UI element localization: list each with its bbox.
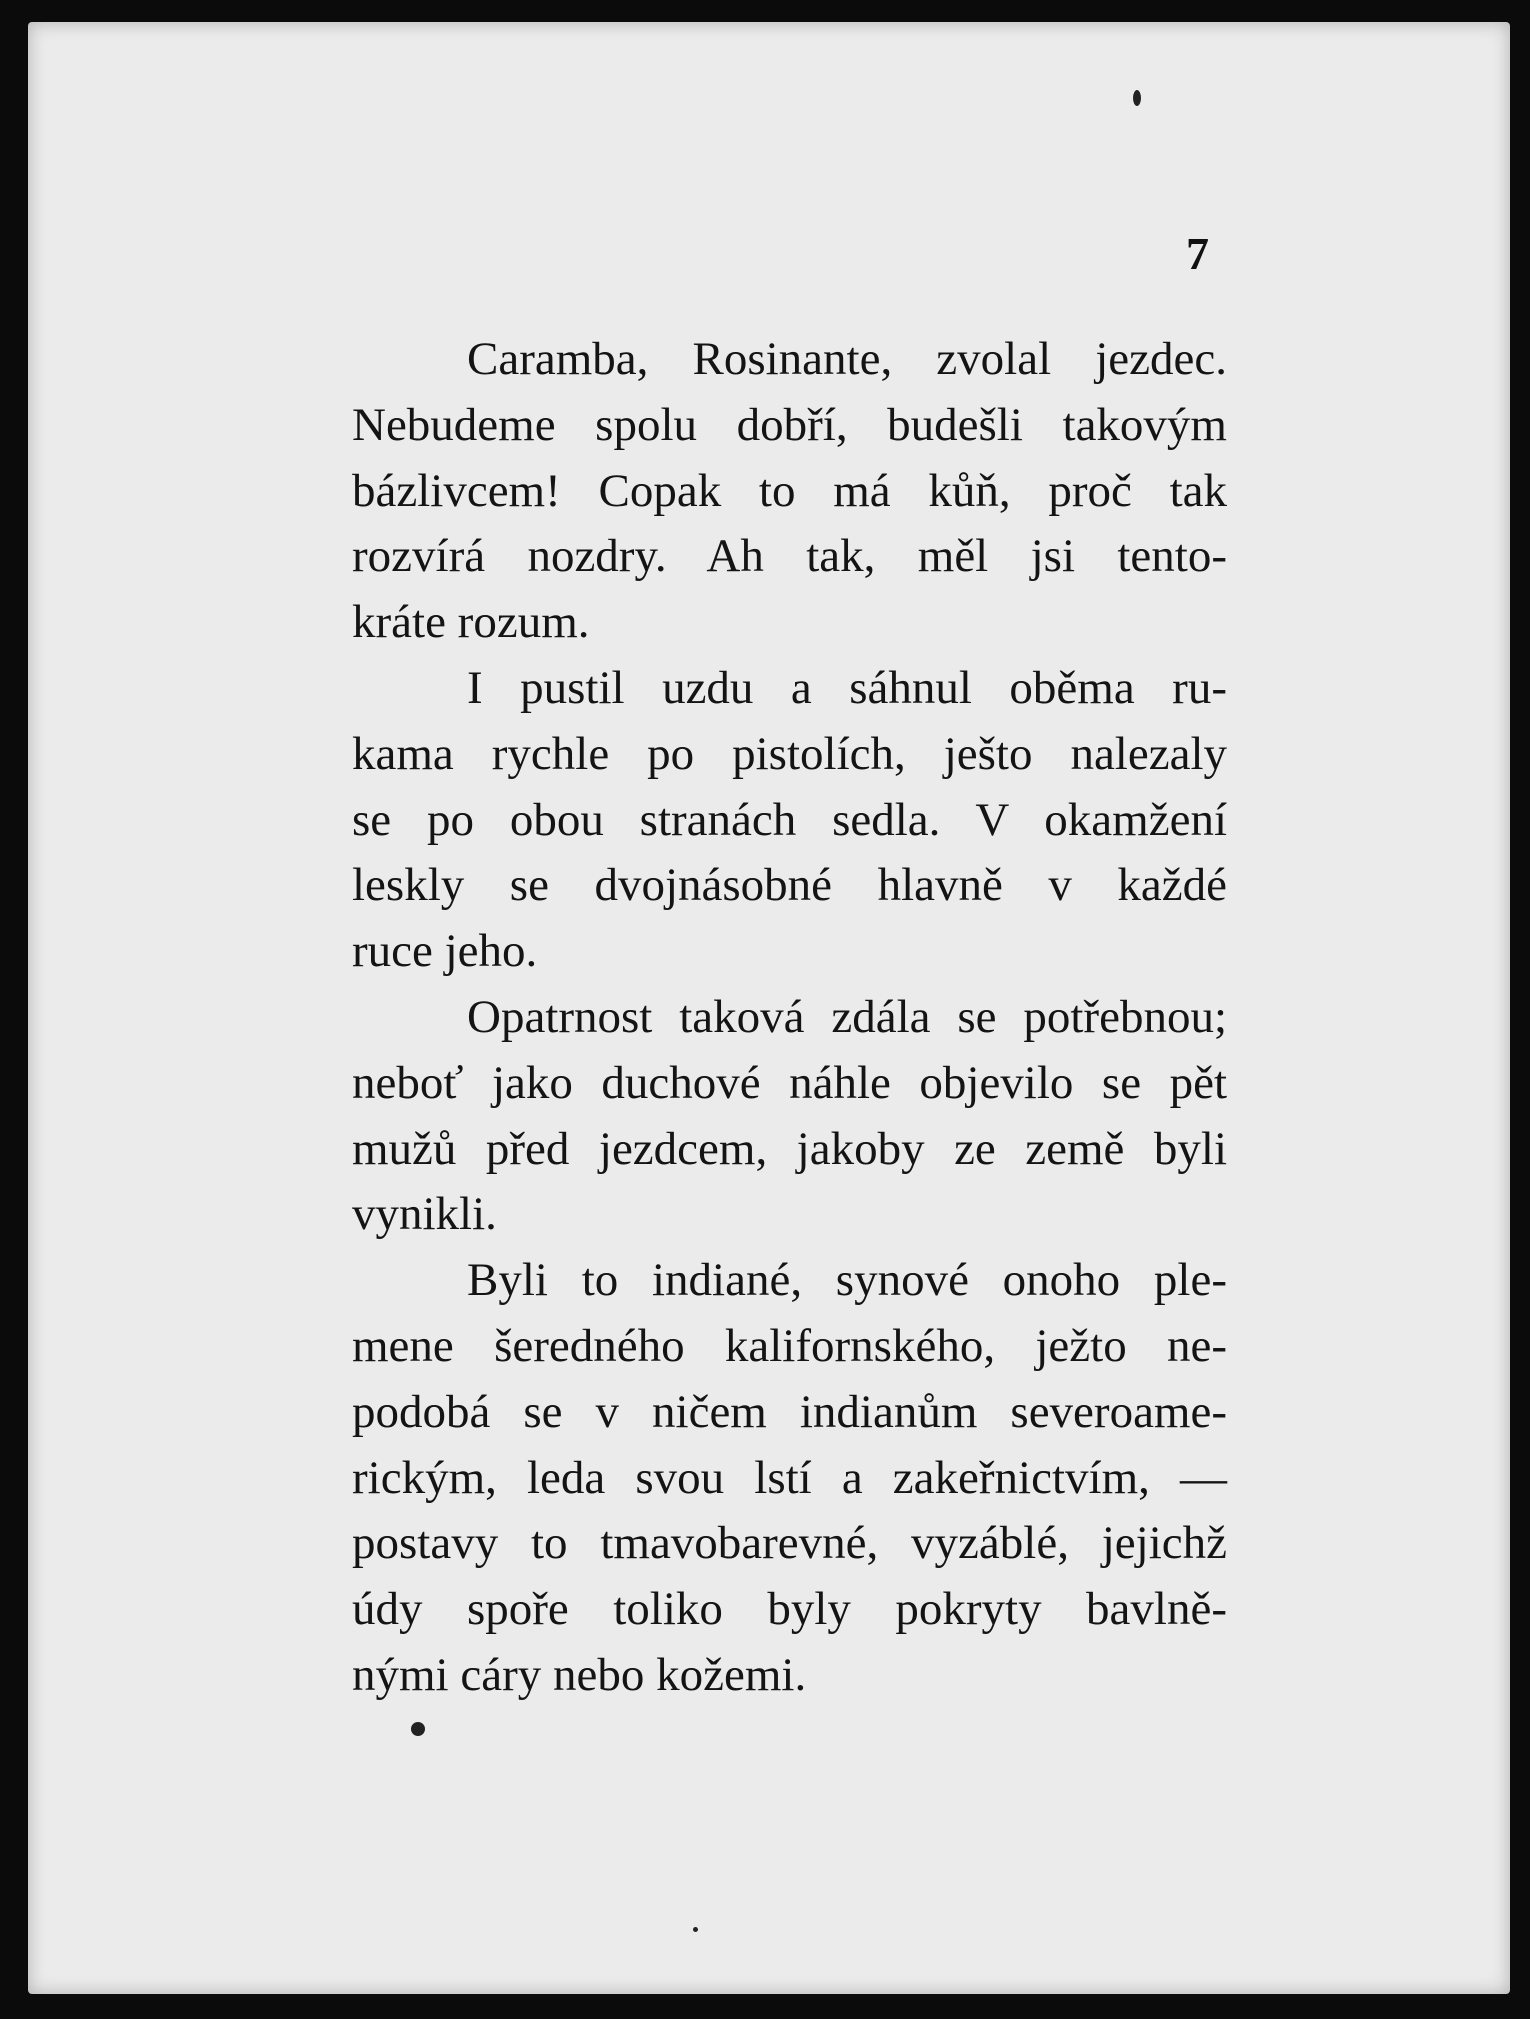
body-text bbox=[237, 327, 1227, 1709]
ink-speck bbox=[1133, 90, 1141, 106]
paragraph bbox=[237, 1248, 1227, 1709]
text-line: bázlivcem! Copak to má kůň, proč tak bbox=[352, 464, 1227, 517]
paragraph bbox=[237, 985, 1227, 1248]
paragraph bbox=[237, 327, 1227, 656]
book-page bbox=[28, 22, 1510, 1994]
text-line: se po obou stranách sedla. V okamžení bbox=[352, 793, 1227, 846]
text-line: Nebudeme spolu dobří, budešli takovým bbox=[352, 398, 1227, 451]
text-line: kráte rozum. bbox=[352, 596, 590, 649]
text-line: leskly se dvojnásobné hlavně v každé bbox=[352, 859, 1227, 912]
text-line: nými cáry nebo kožemi. bbox=[352, 1648, 807, 1701]
text-line: Caramba, Rosinante, zvolal jezdec. bbox=[467, 333, 1227, 385]
text-line: postavy to tmavobarevné, vyzáblé, jejichž bbox=[352, 1517, 1227, 1570]
text-line: Byli to indiané, synové onoho ple- bbox=[467, 1254, 1227, 1307]
paragraph bbox=[237, 656, 1227, 985]
text-line: Opatrnost taková zdála se potřebnou; bbox=[467, 990, 1227, 1043]
text-line: údy spoře toliko byly pokryty bavlně- bbox=[352, 1583, 1227, 1636]
text-line: I pustil uzdu a sáhnul oběma ru- bbox=[467, 661, 1227, 714]
text-line: kama rychle po pistolích, ješto nalezaly bbox=[352, 727, 1227, 780]
text-line: mene šeredného kalifornského, ježto ne- bbox=[352, 1319, 1227, 1372]
text-line: ruce jeho. bbox=[352, 925, 538, 978]
text-line: rickým, leda svou lstí a zakeřnictvím, — bbox=[352, 1451, 1227, 1504]
text-line: podobá se v ničem indianům severoame- bbox=[352, 1385, 1227, 1438]
ink-speck bbox=[411, 1722, 425, 1736]
ink-speck bbox=[693, 1927, 698, 1932]
page-number: 7 bbox=[1186, 228, 1209, 279]
text-line: neboť jako duchové náhle objevilo se pět bbox=[352, 1056, 1227, 1109]
text-line: rozvírá nozdry. Ah tak, měl jsi tento- bbox=[352, 530, 1227, 583]
text-line: mužů před jezdcem, jakoby ze země byli bbox=[352, 1122, 1227, 1175]
text-line: vynikli. bbox=[352, 1188, 497, 1241]
